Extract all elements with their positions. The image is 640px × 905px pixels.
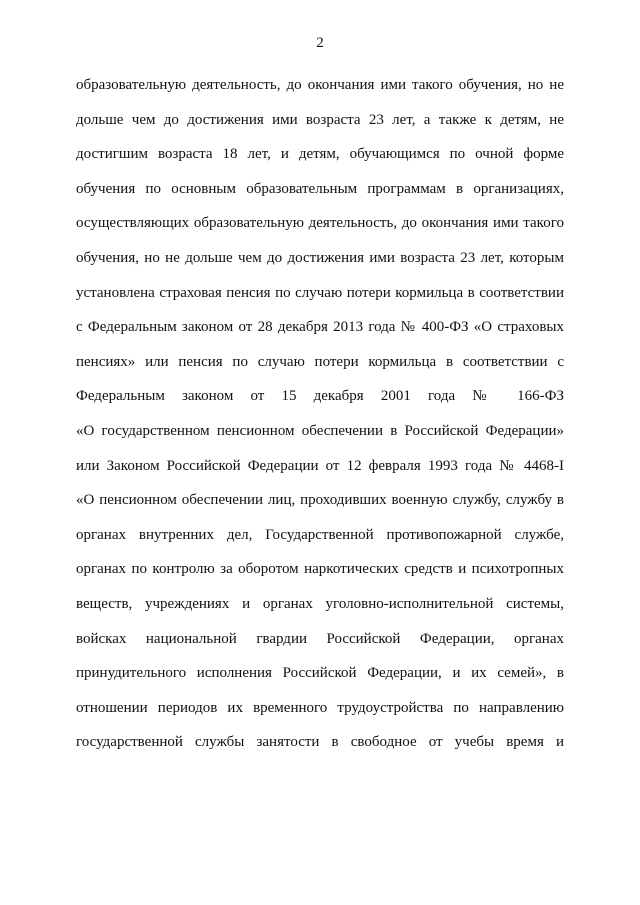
- text-line: дольше чем до достижения ими возраста 23 лет, а также к детям, не: [76, 111, 564, 128]
- text-line: войсках национальной гвардии Российской Федерации, органах: [76, 630, 564, 647]
- text-line: веществ, учреждениях и органах уголовно-исполнительной системы,: [76, 595, 564, 612]
- text-line: обучения, но не дольше чем до достижения ими возраста 23 лет, которым: [76, 249, 564, 266]
- text-line: органах внутренних дел, Государственной противопожарной службе,: [76, 526, 564, 543]
- text-line: пенсиях» или пенсия по случаю потери кормильца в соответствии с: [76, 353, 564, 370]
- text-line: или Законом Российской Федерации от 12 февраля 1993 года № 4468-I: [76, 457, 564, 474]
- text-line: Федеральным законом от 15 декабря 2001 года № 166-ФЗ: [76, 388, 564, 405]
- text-line: органах по контролю за оборотом наркотических средств и психотропных: [76, 561, 564, 578]
- text-line: осуществляющих образовательную деятельность, до окончания ими такого: [76, 215, 564, 232]
- text-line: «О пенсионном обеспечении лиц, проходивших военную службу, службу в: [76, 492, 564, 509]
- text-line: установлена страховая пенсия по случаю потери кормильца в соответствии: [76, 284, 564, 301]
- text-line: обучения по основным образовательным программам в организациях,: [76, 180, 564, 197]
- text-line: государственной службы занятости в свободное от учебы время и: [76, 734, 564, 751]
- text-line: «О государственном пенсионном обеспечении в Российской Федерации»: [76, 422, 564, 439]
- text-line: принудительного исполнения Российской Федерации, и их семей», в: [76, 665, 564, 682]
- text-line: отношении периодов их временного трудоустройства по направлению: [76, 699, 564, 716]
- text-line: достигшим возраста 18 лет, и детям, обучающимся по очной форме: [76, 146, 564, 163]
- page-number: 2: [316, 35, 324, 51]
- text-line: с Федеральным законом от 28 декабря 2013 года № 400-ФЗ «О страховых: [76, 319, 564, 336]
- body-text: [76, 68, 564, 760]
- text-line: образовательную деятельность, до окончания ими такого обучения, но не: [76, 77, 564, 93]
